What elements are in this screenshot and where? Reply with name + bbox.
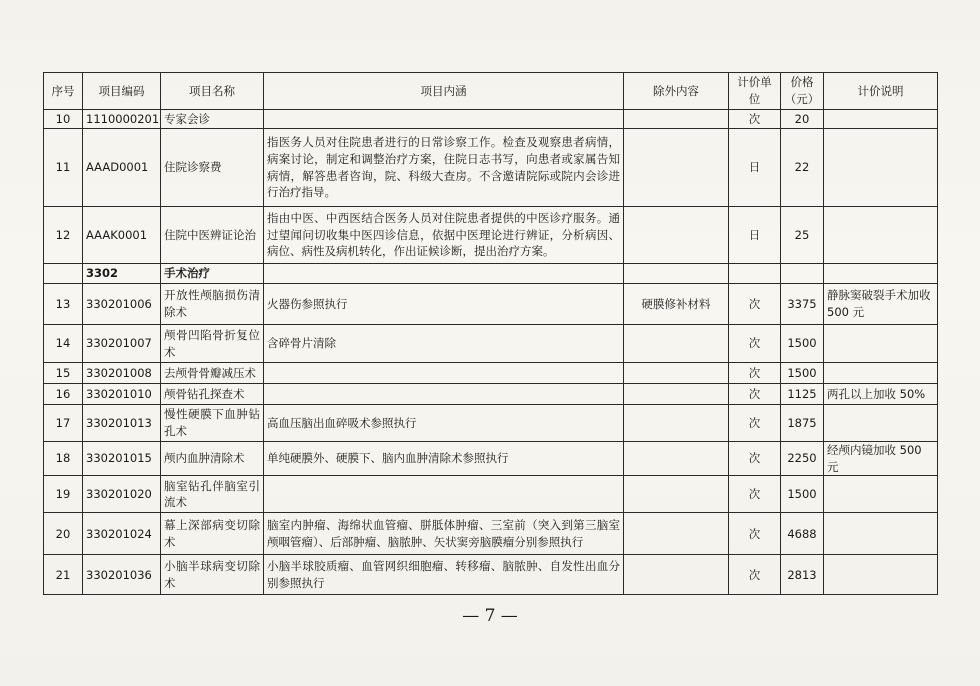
cell-content [264,264,624,284]
cell-unit: 次 [729,110,781,129]
cell-note: 经颅内镜加收 500 元 [824,442,938,476]
cell-code: AAAK0001 [83,207,161,264]
cell-seq: 21 [44,555,83,595]
cell-price: 1500 [781,363,824,384]
table-row [44,110,938,129]
cell-exclude [624,129,729,207]
cell-exclude [624,110,729,129]
cell-exclude [624,442,729,476]
table-header-row [44,73,938,110]
cell-content: 小脑半球胶质瘤、血管网织细胞瘤、转移瘤、脑脓肿、自发性出血分别参照执行 [264,555,624,595]
section-name: 手术治疗 [161,264,264,284]
cell-code: 330201020 [83,476,161,513]
header-seq: 序号 [44,73,83,110]
cell-name: 慢性硬膜下血肿钻孔术 [161,405,264,442]
cell-code: 330201010 [83,384,161,405]
cell-price: 20 [781,110,824,129]
cell-seq: 18 [44,442,83,476]
cell-exclude [624,405,729,442]
table-row [44,476,938,513]
cell-unit: 次 [729,442,781,476]
cell-content: 火器伤参照执行 [264,284,624,325]
cell-price: 3375 [781,284,824,325]
cell-name: 幕上深部病变切除术 [161,513,264,555]
table-row [44,555,938,595]
cell-content: 指由中医、中西医结合医务人员对住院患者提供的中医诊疗服务。通过望闻问切收集中医四诊信息，依据中医理论进行辨证，分析病因、病位、病性及病机转化，作出证候诊断，提出治疗方案。 [264,207,624,264]
table-row [44,325,938,363]
table-row [44,513,938,555]
cell-seq: 14 [44,325,83,363]
cell-unit: 日 [729,207,781,264]
cell-name: 脑室钻孔伴脑室引流术 [161,476,264,513]
cell-exclude [624,264,729,284]
cell-name: 去颅骨骨瓣减压术 [161,363,264,384]
table-row [44,363,938,384]
cell-seq: 17 [44,405,83,442]
table-row [44,442,938,476]
cell-unit: 次 [729,555,781,595]
cell-content: 单纯硬膜外、硬膜下、脑内血肿清除术参照执行 [264,442,624,476]
cell-exclude [624,363,729,384]
cell-content [264,384,624,405]
page-number: — 7 — [462,606,518,626]
cell-content [264,363,624,384]
cell-seq: 11 [44,129,83,207]
cell-price: 2250 [781,442,824,476]
cell-content: 脑室内肿瘤、海绵状血管瘤、胼胝体肿瘤、三室前（突入到第三脑室颅咽管瘤）、后部肿瘤、脑脓肿、矢状窦旁脑膜瘤分别参照执行 [264,513,624,555]
cell-note [824,555,938,595]
cell-content: 指医务人员对住院患者进行的日常诊察工作。检查及观察患者病情，病案讨论，制定和调整治疗方案，住院日志书写，向患者或家属告知病情，解答患者咨询，院、科级大查房。不含邀请院际或院内会诊进行治疗指导。 [264,129,624,207]
cell-price: 22 [781,129,824,207]
cell-note [824,110,938,129]
header-name: 项目名称 [161,73,264,110]
cell-content: 高血压脑出血碎吸术参照执行 [264,405,624,442]
cell-seq: 16 [44,384,83,405]
cell-note [824,207,938,264]
cell-price: 4688 [781,513,824,555]
cell-code: 330201006 [83,284,161,325]
cell-unit [729,264,781,284]
cell-note [824,264,938,284]
cell-code: 330201007 [83,325,161,363]
cell-name: 住院中医辨证论治 [161,207,264,264]
header-unit: 计价单位 [729,73,781,110]
cell-content [264,110,624,129]
cell-code: 330201036 [83,555,161,595]
cell-exclude [624,476,729,513]
fee-table [43,72,938,595]
cell-code: 330201008 [83,363,161,384]
cell-content [264,476,624,513]
cell-code: AAAD0001 [83,129,161,207]
cell-price: 1875 [781,405,824,442]
cell-seq: 12 [44,207,83,264]
cell-note [824,363,938,384]
cell-name: 开放性颅脑损伤清除术 [161,284,264,325]
cell-name: 住院诊察费 [161,129,264,207]
cell-seq: 20 [44,513,83,555]
cell-price: 1500 [781,476,824,513]
cell-unit: 次 [729,284,781,325]
cell-note: 静脉窦破裂手术加收 500 元 [824,284,938,325]
cell-exclude [624,513,729,555]
cell-note [824,513,938,555]
cell-seq: 15 [44,363,83,384]
table-row [44,129,938,207]
header-exclude: 除外内容 [624,73,729,110]
cell-seq [44,264,83,284]
cell-exclude [624,207,729,264]
table-row [44,405,938,442]
cell-name: 颅骨钻孔探查术 [161,384,264,405]
cell-price: 25 [781,207,824,264]
cell-exclude [624,555,729,595]
cell-price [781,264,824,284]
cell-exclude: 硬膜修补材料 [624,284,729,325]
cell-exclude [624,325,729,363]
header-content: 项目内涵 [264,73,624,110]
table-row [44,207,938,264]
cell-unit: 次 [729,476,781,513]
cell-note [824,325,938,363]
cell-code: 330201013 [83,405,161,442]
cell-exclude [624,384,729,405]
section-row [44,264,938,284]
cell-name: 小脑半球病变切除术 [161,555,264,595]
cell-seq: 10 [44,110,83,129]
cell-content: 含碎骨片清除 [264,325,624,363]
cell-price: 1500 [781,325,824,363]
cell-unit: 次 [729,325,781,363]
cell-unit: 次 [729,513,781,555]
header-note: 计价说明 [824,73,938,110]
table-row [44,284,938,325]
cell-code: 330201015 [83,442,161,476]
cell-code: 1110000201 [83,110,161,129]
section-code: 3302 [83,264,161,284]
cell-note [824,476,938,513]
header-code: 项目编码 [83,73,161,110]
cell-note: 两孔以上加收 50% [824,384,938,405]
cell-name: 颅内血肿清除术 [161,442,264,476]
cell-seq: 19 [44,476,83,513]
cell-unit: 日 [729,129,781,207]
table-row [44,384,938,405]
cell-seq: 13 [44,284,83,325]
cell-price: 1125 [781,384,824,405]
cell-unit: 次 [729,405,781,442]
cell-name: 颅骨凹陷骨折复位术 [161,325,264,363]
cell-price: 2813 [781,555,824,595]
cell-unit: 次 [729,363,781,384]
cell-code: 330201024 [83,513,161,555]
header-price: 价格（元） [781,73,824,110]
cell-note [824,129,938,207]
cell-name: 专家会诊 [161,110,264,129]
cell-unit: 次 [729,384,781,405]
cell-note [824,405,938,442]
